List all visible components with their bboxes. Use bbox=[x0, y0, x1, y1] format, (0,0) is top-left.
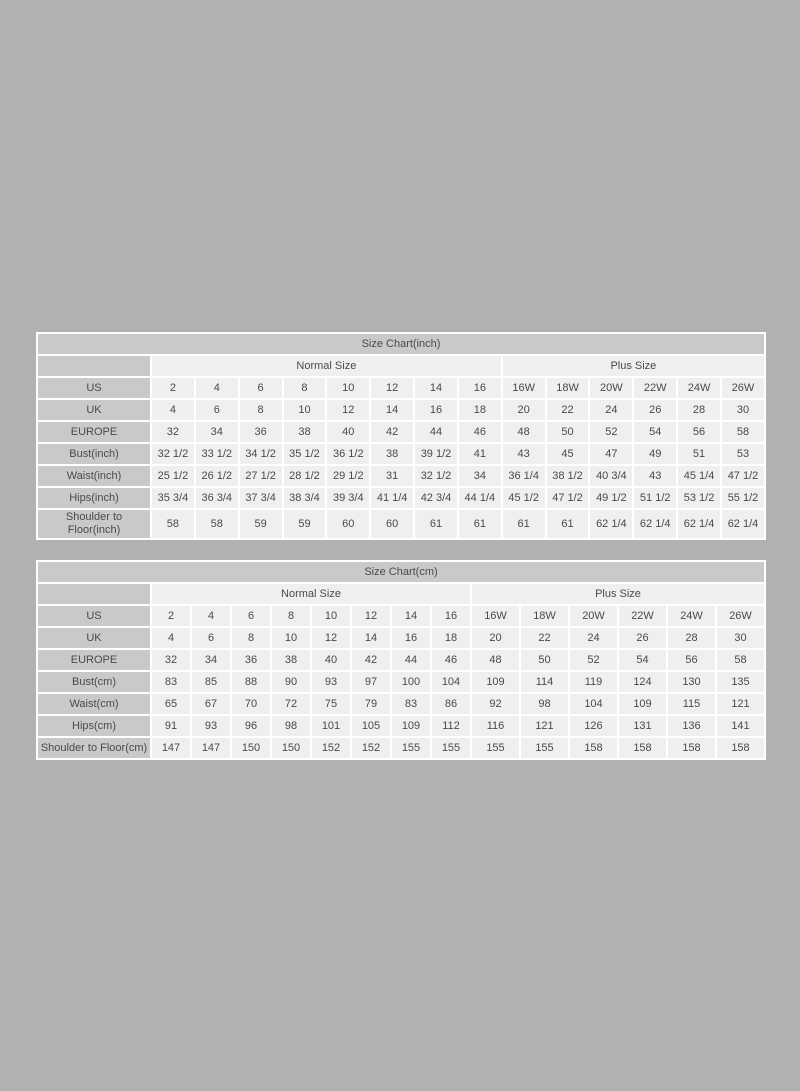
size-cell: 58 bbox=[196, 510, 238, 538]
size-cell: 61 bbox=[459, 510, 501, 538]
size-cell: 155 bbox=[472, 738, 519, 758]
size-cell: 14 bbox=[352, 628, 390, 648]
size-cell: 12 bbox=[371, 378, 413, 398]
size-cell: 40 3/4 bbox=[590, 466, 632, 486]
size-cell: 96 bbox=[232, 716, 270, 736]
size-cell: 48 bbox=[503, 422, 545, 442]
size-cell: 4 bbox=[196, 378, 238, 398]
size-cell: 59 bbox=[240, 510, 282, 538]
size-cell: 158 bbox=[717, 738, 764, 758]
size-cell: 104 bbox=[432, 672, 470, 692]
table-row bbox=[38, 606, 764, 626]
table-row bbox=[38, 466, 764, 486]
size-cell: 56 bbox=[668, 650, 715, 670]
size-cell: 136 bbox=[668, 716, 715, 736]
size-cell: 79 bbox=[352, 694, 390, 714]
size-cell: 6 bbox=[232, 606, 270, 626]
size-cell: 22W bbox=[619, 606, 666, 626]
size-cell: 2 bbox=[152, 606, 190, 626]
size-cell: 109 bbox=[472, 672, 519, 692]
size-cell: 119 bbox=[570, 672, 617, 692]
size-cell: 26W bbox=[717, 606, 764, 626]
size-cell: 62 1/4 bbox=[634, 510, 676, 538]
size-cell: 20 bbox=[472, 628, 519, 648]
table-row bbox=[38, 510, 764, 538]
size-cell: 75 bbox=[312, 694, 350, 714]
size-cell: 48 bbox=[472, 650, 519, 670]
size-cell: 30 bbox=[722, 400, 764, 420]
size-cell: 8 bbox=[240, 400, 282, 420]
size-cell: 4 bbox=[152, 400, 194, 420]
size-cell: 32 bbox=[152, 422, 194, 442]
row-label: Hips(cm) bbox=[38, 716, 150, 736]
size-cell: 22W bbox=[634, 378, 676, 398]
size-cell: 4 bbox=[152, 628, 190, 648]
size-cell: 158 bbox=[570, 738, 617, 758]
size-cell: 135 bbox=[717, 672, 764, 692]
size-cell: 18W bbox=[521, 606, 568, 626]
size-cell: 45 1/2 bbox=[503, 488, 545, 508]
row-label: US bbox=[38, 378, 150, 398]
title-row bbox=[38, 562, 764, 582]
size-cell: 114 bbox=[521, 672, 568, 692]
size-cell: 109 bbox=[392, 716, 430, 736]
size-cell: 104 bbox=[570, 694, 617, 714]
size-cell: 10 bbox=[312, 606, 350, 626]
size-cell: 24W bbox=[678, 378, 720, 398]
size-cell: 38 bbox=[272, 650, 310, 670]
size-cell: 121 bbox=[717, 694, 764, 714]
size-cell: 147 bbox=[192, 738, 230, 758]
size-cell: 126 bbox=[570, 716, 617, 736]
size-cell: 32 bbox=[152, 650, 190, 670]
size-cell: 61 bbox=[415, 510, 457, 538]
size-table bbox=[36, 332, 766, 540]
table-row bbox=[38, 444, 764, 464]
size-cell: 60 bbox=[327, 510, 369, 538]
size-cell: 34 bbox=[459, 466, 501, 486]
row-label: Waist(inch) bbox=[38, 466, 150, 486]
row-label: Shoulder to Floor(inch) bbox=[38, 510, 150, 538]
size-cell: 42 3/4 bbox=[415, 488, 457, 508]
size-cell: 6 bbox=[240, 378, 282, 398]
size-cell: 38 3/4 bbox=[284, 488, 326, 508]
size-cell: 54 bbox=[619, 650, 666, 670]
size-cell: 158 bbox=[668, 738, 715, 758]
size-cell: 20 bbox=[503, 400, 545, 420]
size-cell: 155 bbox=[392, 738, 430, 758]
size-cell: 6 bbox=[192, 628, 230, 648]
row-label: Bust(cm) bbox=[38, 672, 150, 692]
size-cell: 42 bbox=[352, 650, 390, 670]
size-cell: 34 bbox=[192, 650, 230, 670]
size-cell: 155 bbox=[432, 738, 470, 758]
size-cell: 31 bbox=[371, 466, 413, 486]
size-cell: 18W bbox=[547, 378, 589, 398]
corner-cell bbox=[38, 356, 150, 376]
group-header-plus-size: Plus Size bbox=[503, 356, 764, 376]
size-cell: 88 bbox=[232, 672, 270, 692]
size-cell: 33 1/2 bbox=[196, 444, 238, 464]
size-cell: 61 bbox=[503, 510, 545, 538]
size-cell: 105 bbox=[352, 716, 390, 736]
size-cell: 90 bbox=[272, 672, 310, 692]
table-row bbox=[38, 672, 764, 692]
size-cell: 50 bbox=[521, 650, 568, 670]
size-cell: 16 bbox=[415, 400, 457, 420]
size-cell: 2 bbox=[152, 378, 194, 398]
size-cell: 34 1/2 bbox=[240, 444, 282, 464]
size-cell: 115 bbox=[668, 694, 715, 714]
size-cell: 41 1/4 bbox=[371, 488, 413, 508]
size-cell: 10 bbox=[272, 628, 310, 648]
size-cell: 93 bbox=[312, 672, 350, 692]
table-row bbox=[38, 628, 764, 648]
size-cell: 39 3/4 bbox=[327, 488, 369, 508]
row-label: EUROPE bbox=[38, 650, 150, 670]
group-header-normal-size: Normal Size bbox=[152, 356, 501, 376]
size-cell: 51 1/2 bbox=[634, 488, 676, 508]
size-table bbox=[36, 560, 766, 760]
size-cell: 58 bbox=[152, 510, 194, 538]
group-header-normal-size: Normal Size bbox=[152, 584, 470, 604]
size-cell: 38 bbox=[371, 444, 413, 464]
size-cell: 22 bbox=[547, 400, 589, 420]
table-row bbox=[38, 738, 764, 758]
size-cell: 70 bbox=[232, 694, 270, 714]
size-cell: 131 bbox=[619, 716, 666, 736]
size-cell: 12 bbox=[312, 628, 350, 648]
size-cell: 38 1/2 bbox=[547, 466, 589, 486]
size-cell: 101 bbox=[312, 716, 350, 736]
size-cell: 34 bbox=[196, 422, 238, 442]
size-cell: 26W bbox=[722, 378, 764, 398]
size-cell: 16W bbox=[472, 606, 519, 626]
size-cell: 116 bbox=[472, 716, 519, 736]
size-cell: 39 1/2 bbox=[415, 444, 457, 464]
size-cell: 28 bbox=[678, 400, 720, 420]
size-cell: 67 bbox=[192, 694, 230, 714]
size-chart-cm-table bbox=[36, 560, 766, 760]
size-cell: 44 bbox=[392, 650, 430, 670]
size-cell: 10 bbox=[327, 378, 369, 398]
table-row bbox=[38, 488, 764, 508]
size-cell: 58 bbox=[722, 422, 764, 442]
size-cell: 16 bbox=[459, 378, 501, 398]
size-cell: 26 bbox=[634, 400, 676, 420]
row-label: Waist(cm) bbox=[38, 694, 150, 714]
size-cell: 43 bbox=[503, 444, 545, 464]
row-label: US bbox=[38, 606, 150, 626]
size-cell: 65 bbox=[152, 694, 190, 714]
size-cell: 36 1/2 bbox=[327, 444, 369, 464]
size-cell: 28 bbox=[668, 628, 715, 648]
size-cell: 12 bbox=[327, 400, 369, 420]
size-cell: 36 bbox=[232, 650, 270, 670]
size-cell: 124 bbox=[619, 672, 666, 692]
size-cell: 16W bbox=[503, 378, 545, 398]
size-cell: 83 bbox=[392, 694, 430, 714]
size-cell: 10 bbox=[284, 400, 326, 420]
size-cell: 52 bbox=[570, 650, 617, 670]
group-header-row bbox=[38, 584, 764, 604]
size-cell: 12 bbox=[352, 606, 390, 626]
row-label: Hips(inch) bbox=[38, 488, 150, 508]
size-cell: 44 1/4 bbox=[459, 488, 501, 508]
size-cell: 40 bbox=[327, 422, 369, 442]
size-cell: 61 bbox=[547, 510, 589, 538]
size-cell: 141 bbox=[717, 716, 764, 736]
size-cell: 93 bbox=[192, 716, 230, 736]
size-cell: 155 bbox=[521, 738, 568, 758]
size-cell: 152 bbox=[352, 738, 390, 758]
size-cell: 147 bbox=[152, 738, 190, 758]
size-cell: 18 bbox=[432, 628, 470, 648]
size-cell: 47 1/2 bbox=[722, 466, 764, 486]
size-cell: 59 bbox=[284, 510, 326, 538]
size-cell: 37 3/4 bbox=[240, 488, 282, 508]
size-cell: 35 3/4 bbox=[152, 488, 194, 508]
size-cell: 16 bbox=[392, 628, 430, 648]
size-cell: 30 bbox=[717, 628, 764, 648]
row-label: Bust(inch) bbox=[38, 444, 150, 464]
size-cell: 121 bbox=[521, 716, 568, 736]
size-cell: 16 bbox=[432, 606, 470, 626]
size-cell: 22 bbox=[521, 628, 568, 648]
size-cell: 152 bbox=[312, 738, 350, 758]
size-cell: 28 1/2 bbox=[284, 466, 326, 486]
size-cell: 24W bbox=[668, 606, 715, 626]
size-cell: 85 bbox=[192, 672, 230, 692]
size-cell: 36 1/4 bbox=[503, 466, 545, 486]
size-cell: 36 3/4 bbox=[196, 488, 238, 508]
size-cell: 42 bbox=[371, 422, 413, 442]
size-cell: 25 1/2 bbox=[152, 466, 194, 486]
size-cell: 62 1/4 bbox=[722, 510, 764, 538]
title-row bbox=[38, 334, 764, 354]
size-cell: 62 1/4 bbox=[678, 510, 720, 538]
size-cell: 44 bbox=[415, 422, 457, 442]
size-cell: 58 bbox=[717, 650, 764, 670]
row-label: UK bbox=[38, 400, 150, 420]
size-cell: 49 1/2 bbox=[590, 488, 632, 508]
size-cell: 53 bbox=[722, 444, 764, 464]
size-cell: 8 bbox=[232, 628, 270, 648]
size-cell: 112 bbox=[432, 716, 470, 736]
size-cell: 53 1/2 bbox=[678, 488, 720, 508]
size-chart-inch-table bbox=[36, 332, 766, 540]
group-header-plus-size: Plus Size bbox=[472, 584, 764, 604]
size-cell: 97 bbox=[352, 672, 390, 692]
size-cell: 4 bbox=[192, 606, 230, 626]
size-cell: 47 1/2 bbox=[547, 488, 589, 508]
size-cell: 46 bbox=[459, 422, 501, 442]
table-row bbox=[38, 422, 764, 442]
size-cell: 150 bbox=[272, 738, 310, 758]
size-cell: 62 1/4 bbox=[590, 510, 632, 538]
size-cell: 46 bbox=[432, 650, 470, 670]
corner-cell bbox=[38, 584, 150, 604]
size-cell: 24 bbox=[590, 400, 632, 420]
size-cell: 20W bbox=[570, 606, 617, 626]
size-cell: 32 1/2 bbox=[152, 444, 194, 464]
size-cell: 91 bbox=[152, 716, 190, 736]
size-cell: 38 bbox=[284, 422, 326, 442]
table-row bbox=[38, 650, 764, 670]
size-cell: 49 bbox=[634, 444, 676, 464]
size-cell: 45 1/4 bbox=[678, 466, 720, 486]
size-cell: 72 bbox=[272, 694, 310, 714]
size-cell: 98 bbox=[521, 694, 568, 714]
size-cell: 150 bbox=[232, 738, 270, 758]
size-cell: 18 bbox=[459, 400, 501, 420]
size-cell: 35 1/2 bbox=[284, 444, 326, 464]
row-label: Shoulder to Floor(cm) bbox=[38, 738, 150, 758]
table-row bbox=[38, 378, 764, 398]
size-cell: 8 bbox=[272, 606, 310, 626]
size-cell: 24 bbox=[570, 628, 617, 648]
size-cell: 6 bbox=[196, 400, 238, 420]
size-cell: 130 bbox=[668, 672, 715, 692]
size-cell: 98 bbox=[272, 716, 310, 736]
size-cell: 14 bbox=[371, 400, 413, 420]
size-cell: 47 bbox=[590, 444, 632, 464]
size-cell: 41 bbox=[459, 444, 501, 464]
size-cell: 43 bbox=[634, 466, 676, 486]
size-cell: 51 bbox=[678, 444, 720, 464]
size-cell: 8 bbox=[284, 378, 326, 398]
table-title: Size Chart(inch) bbox=[38, 334, 764, 354]
size-cell: 29 1/2 bbox=[327, 466, 369, 486]
size-cell: 109 bbox=[619, 694, 666, 714]
size-cell: 14 bbox=[415, 378, 457, 398]
size-cell: 32 1/2 bbox=[415, 466, 457, 486]
row-label: UK bbox=[38, 628, 150, 648]
row-label: EUROPE bbox=[38, 422, 150, 442]
size-cell: 52 bbox=[590, 422, 632, 442]
size-cell: 40 bbox=[312, 650, 350, 670]
size-cell: 50 bbox=[547, 422, 589, 442]
size-cell: 45 bbox=[547, 444, 589, 464]
table-row bbox=[38, 400, 764, 420]
size-cell: 55 1/2 bbox=[722, 488, 764, 508]
size-cell: 14 bbox=[392, 606, 430, 626]
size-cell: 100 bbox=[392, 672, 430, 692]
size-cell: 54 bbox=[634, 422, 676, 442]
size-cell: 20W bbox=[590, 378, 632, 398]
size-cell: 92 bbox=[472, 694, 519, 714]
size-cell: 56 bbox=[678, 422, 720, 442]
size-cell: 86 bbox=[432, 694, 470, 714]
table-row bbox=[38, 716, 764, 736]
table-row bbox=[38, 694, 764, 714]
size-cell: 26 1/2 bbox=[196, 466, 238, 486]
size-cell: 36 bbox=[240, 422, 282, 442]
size-cell: 26 bbox=[619, 628, 666, 648]
size-cell: 27 1/2 bbox=[240, 466, 282, 486]
group-header-row bbox=[38, 356, 764, 376]
size-cell: 158 bbox=[619, 738, 666, 758]
size-cell: 60 bbox=[371, 510, 413, 538]
size-cell: 83 bbox=[152, 672, 190, 692]
table-title: Size Chart(cm) bbox=[38, 562, 764, 582]
